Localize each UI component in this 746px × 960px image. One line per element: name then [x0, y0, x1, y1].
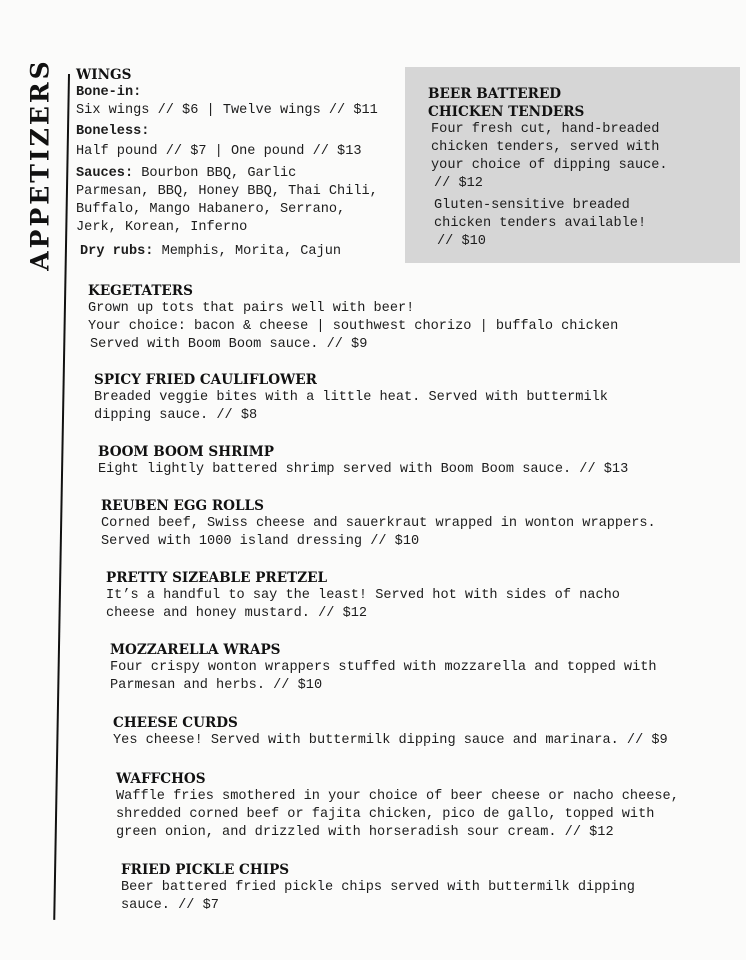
- menu-item-chicken-tenders: [428, 85, 668, 251]
- item-desc: Served with Boom Boom sauce. // $9: [90, 337, 368, 352]
- item-desc: green onion, and drizzled with horseradish sour cream. // $12: [116, 825, 614, 840]
- item-title: MOZZARELLA WRAPS: [110, 642, 281, 658]
- sauces-line: Parmesan, BBQ, Honey BBQ, Thai Chili,: [76, 184, 378, 199]
- menu-item: [101, 497, 656, 551]
- sauces-line: Jerk, Korean, Inferno: [76, 220, 248, 235]
- menu-item: [88, 282, 618, 354]
- item-title: KEGETATERS: [88, 283, 193, 299]
- dry-rubs-text: Memphis, Morita, Cajun: [153, 244, 342, 259]
- item-desc: dipping sauce. // $8: [94, 408, 258, 423]
- item-desc: shredded corned beef or fajita chicken, pico de gallo, topped with: [116, 807, 655, 822]
- item-desc: Corned beef, Swiss cheese and sauerkraut wrapped in wonton wrappers.: [101, 516, 656, 531]
- menu-item: [106, 569, 620, 623]
- menu-item: [110, 641, 657, 695]
- section-title-vertical: [18, 57, 62, 271]
- item-desc: Served with 1000 island dressing // $10: [101, 534, 420, 549]
- item-title: FRIED PICKLE CHIPS: [121, 862, 290, 878]
- item-title: REUBEN EGG ROLLS: [101, 498, 264, 514]
- boneless-label: Boneless:: [76, 124, 150, 139]
- item-desc: Four fresh cut, hand-breaded: [431, 122, 660, 137]
- item-title: PRETTY SIZEABLE PRETZEL: [106, 570, 328, 586]
- sauces-text: Bourbon BBQ, Garlic: [133, 166, 297, 181]
- item-title: SPICY FRIED CAULIFLOWER: [94, 372, 317, 388]
- menu-item: [98, 443, 628, 479]
- item-title: WAFFCHOS: [116, 771, 206, 787]
- item-title: WINGS: [76, 67, 132, 83]
- item-desc: chicken tenders, served with: [431, 140, 660, 155]
- item-desc: Your choice: bacon & cheese | southwest chorizo | buffalo chicken: [88, 319, 619, 334]
- gf-note: chicken tenders available!: [434, 216, 647, 231]
- item-title-line1: BEER BATTERED: [428, 86, 562, 102]
- item-title: CHEESE CURDS: [113, 715, 238, 731]
- menu-item: [121, 861, 635, 915]
- item-desc: Four crispy wonton wrappers stuffed with mozzarella and topped with: [110, 660, 657, 675]
- section-title-text: APPETIZERS: [25, 57, 55, 271]
- item-desc: Yes cheese! Served with buttermilk dipping sauce and marinara. // $9: [113, 733, 668, 748]
- gf-price: // $10: [437, 234, 486, 249]
- item-desc: cheese and honey mustard. // $12: [106, 606, 368, 621]
- sauces-line: [76, 165, 378, 183]
- boneless-text: Half pound // $7 | One pound // $13: [76, 144, 362, 159]
- item-title-line2: CHICKEN TENDERS: [428, 104, 585, 120]
- item-title: BOOM BOOM SHRIMP: [98, 444, 274, 460]
- sauces-label: Sauces:: [76, 166, 134, 181]
- item-desc: your choice of dipping sauce.: [431, 158, 668, 173]
- item-desc: It’s a handful to say the least! Served hot with sides of nacho: [106, 588, 620, 603]
- gf-note: Gluten-sensitive breaded: [434, 198, 630, 213]
- bone-in-text: Six wings // $6 | Twelve wings // $11: [76, 103, 378, 118]
- item-desc: Eight lightly battered shrimp served with Boom Boom sauce. // $13: [98, 462, 629, 477]
- menu-item: [113, 714, 668, 750]
- menu-item: [94, 371, 608, 425]
- item-desc: Breaded veggie bites with a little heat. Served with buttermilk: [94, 390, 608, 405]
- item-desc: Grown up tots that pairs well with beer!: [88, 301, 415, 316]
- dry-rubs-line: [80, 243, 378, 261]
- bone-in-label: Bone-in:: [76, 85, 142, 100]
- item-desc: Beer battered fried pickle chips served with buttermilk dipping: [121, 880, 635, 895]
- item-desc: Parmesan and herbs. // $10: [110, 678, 323, 693]
- menu-item-wings: [76, 66, 378, 261]
- item-price: // $12: [434, 176, 483, 191]
- sauces-line: Buffalo, Mango Habanero, Serrano,: [76, 202, 346, 217]
- dry-rubs-label: Dry rubs:: [80, 244, 154, 259]
- item-desc: sauce. // $7: [121, 898, 219, 913]
- item-desc: Waffle fries smothered in your choice of beer cheese or nacho cheese,: [116, 789, 679, 804]
- menu-item: [116, 770, 679, 842]
